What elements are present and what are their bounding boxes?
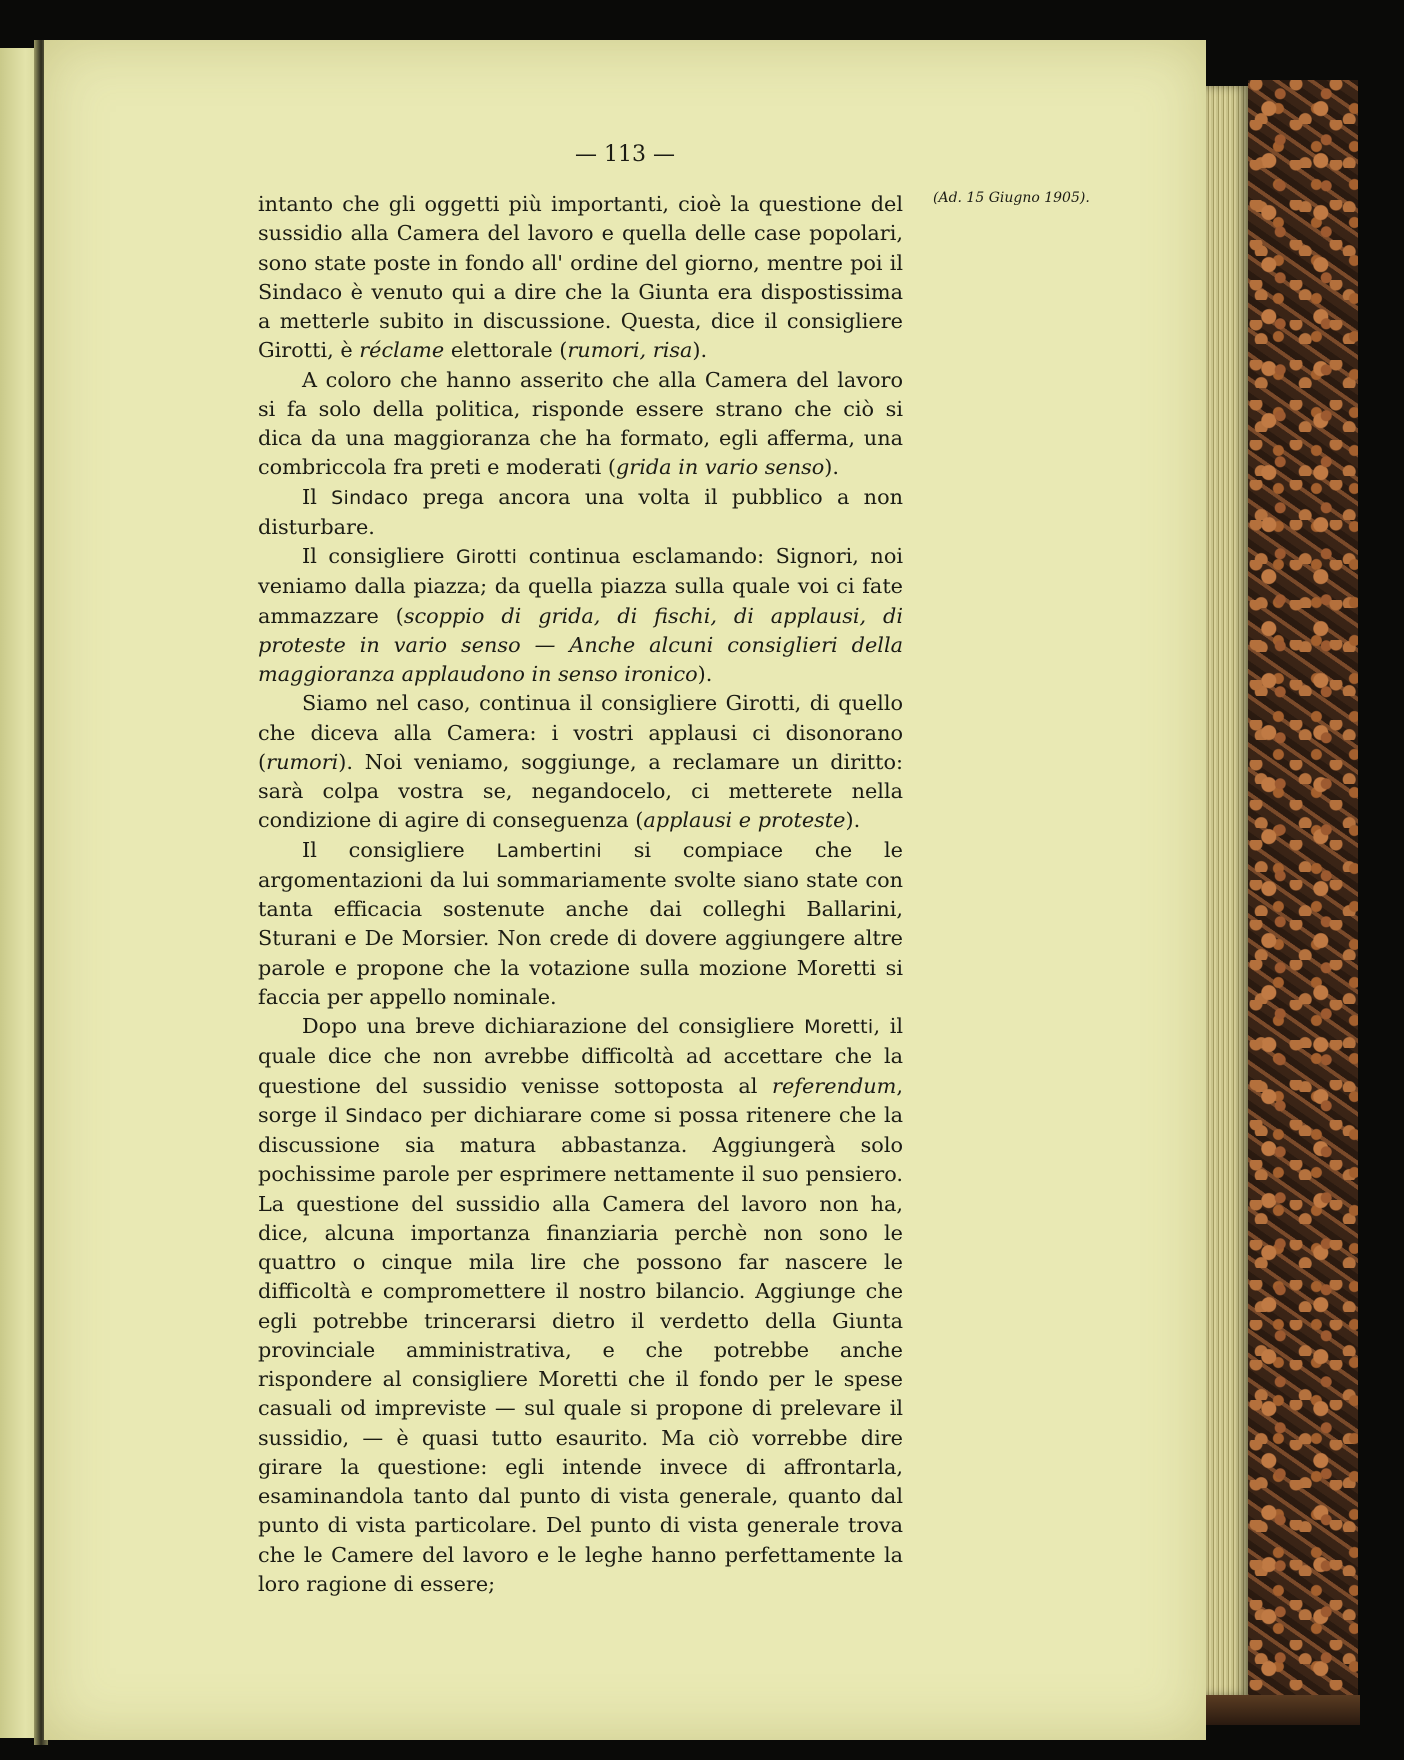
italic-run: scoppio di grida, di fischi, di applausi, di proteste in vario senso — Anche alcuni consiglieri della maggioranza applaudono in senso ironico bbox=[258, 603, 903, 686]
paragraph-2 bbox=[258, 366, 903, 483]
date-sidenote: (Ad. 15 Giugno 1905). bbox=[933, 190, 1090, 206]
page-number: — 113 — bbox=[575, 142, 675, 167]
page-block-edge bbox=[1206, 86, 1248, 1696]
text-run: Dopo una breve dichiarazione del consigliere bbox=[302, 1014, 805, 1038]
paragraph-7 bbox=[258, 1012, 903, 1599]
text-run: , sorge il bbox=[258, 1073, 903, 1127]
italic-run: rumori, risa bbox=[567, 338, 693, 363]
text-run: , il quale dice che non avrebbe difficoltà ad accettare che la questione del sussidio venisse sottoposta al bbox=[258, 1014, 903, 1098]
text-run: prega ancora una volta il pubblico a non disturbare. bbox=[258, 484, 903, 539]
paragraph-3 bbox=[258, 483, 903, 543]
text-run: Il consigliere bbox=[302, 544, 456, 568]
text-run: si compiace che le argomentazioni da lui sommariamente svolte siano state con tanta efficacia sostenute anche dai colleghi Ballarini, Sturani e De Morsier. Non crede di dovere aggiungere altre parole e propone che la votazione sulla mozione Moretti si faccia per appello nominale. bbox=[258, 837, 903, 1009]
italic-run: applausi e proteste bbox=[643, 808, 846, 833]
italic-run: réclame bbox=[359, 338, 445, 363]
body-text bbox=[258, 190, 903, 1599]
text-run: ). Noi veniamo, soggiunge, a reclamare un diritto: sarà colpa vostra se, negandocelo, ci metterete nella condizione di agire di conseguenza ( bbox=[258, 749, 903, 833]
speaker-name: Sindaco bbox=[331, 486, 409, 509]
paragraph-6 bbox=[258, 836, 903, 1013]
italic-run: referendum bbox=[772, 1073, 897, 1098]
text-run: continua esclamando: Signori, noi veniamo dalla piazza; da quella piazza sulla quale voi ci fate ammazzare ( bbox=[258, 544, 903, 628]
text-run: Il consigliere bbox=[302, 837, 497, 862]
speaker-name: Moretti bbox=[804, 1016, 874, 1038]
text-run: ). bbox=[697, 662, 713, 686]
marbled-cover bbox=[1248, 80, 1358, 1710]
speaker-name: Girotti bbox=[455, 546, 518, 568]
speaker-name: Lambertini bbox=[496, 839, 602, 862]
book-page bbox=[44, 40, 1206, 1740]
text-run: ). bbox=[824, 455, 840, 480]
text-run: Il bbox=[302, 484, 332, 509]
speaker-name: Sindaco bbox=[345, 1104, 423, 1127]
text-run: A coloro che hanno asserito che alla Camera del lavoro si fa solo della politica, risponde essere strano che ciò si dica da una maggioranza che ha formato, egli afferma, una combriccola fra preti e moderati ( bbox=[258, 367, 903, 480]
text-run: intanto che gli oggetti più importanti, cioè la questione del sussidio alla Camera del lavoro e quella delle case popolari, sono state poste in fondo all' ordine del giorno, mentre poi il Sindaco è venuto qui a dire che la Giunta era dispostissima a metterle subito in discussione. Questa, dice il consigliere Girotti, è bbox=[258, 192, 903, 363]
cover-bottom-edge bbox=[1195, 1695, 1360, 1725]
italic-run: grida in vario senso bbox=[615, 455, 825, 480]
paragraph-1 bbox=[258, 190, 903, 366]
italic-run: rumori bbox=[266, 749, 339, 774]
text-run: elettorale ( bbox=[444, 338, 568, 363]
text-run: per dichiarare come si possa ritenere che la discussione sia matura abbastanza. Aggiungerà solo pochissime parole per esprimere nettamente il suo pensiero. La questione del sussidio alla Camera del lavoro non ha, dice, alcuna importanza finanziaria perchè non sono le quattro o cinque mila lire che possono far nascere le difficoltà e compromettere il nostro bilancio. Aggiunge che egli potrebbe trincerarsi dietro il verdetto della Giunta provinciale amministrativa, e che potrebbe anche rispondere al consigliere Moretti che il fondo per le spese casuali od impreviste — sul quale si propone di prelevare il sussidio, — è quasi tutto esaurito. Ma ciò vorrebbe dire girare la questione: egli intende invece di affrontarla, esaminandola tanto dal punto di vista generale, quanto dal punto di vista particolare. Del punto di vista generale trova che le Camere del lavoro e le leghe hanno perfettamente la loro ragione di essere; bbox=[258, 1102, 903, 1596]
paragraph-5 bbox=[258, 689, 903, 835]
text-run: ). bbox=[692, 338, 708, 363]
paragraph-4 bbox=[258, 542, 903, 689]
text-run: Siamo nel caso, continua il consigliere Girotti, di quello che diceva alla Camera: i vostri applausi ci disonorano ( bbox=[258, 691, 903, 774]
text-run: ). bbox=[845, 808, 861, 833]
